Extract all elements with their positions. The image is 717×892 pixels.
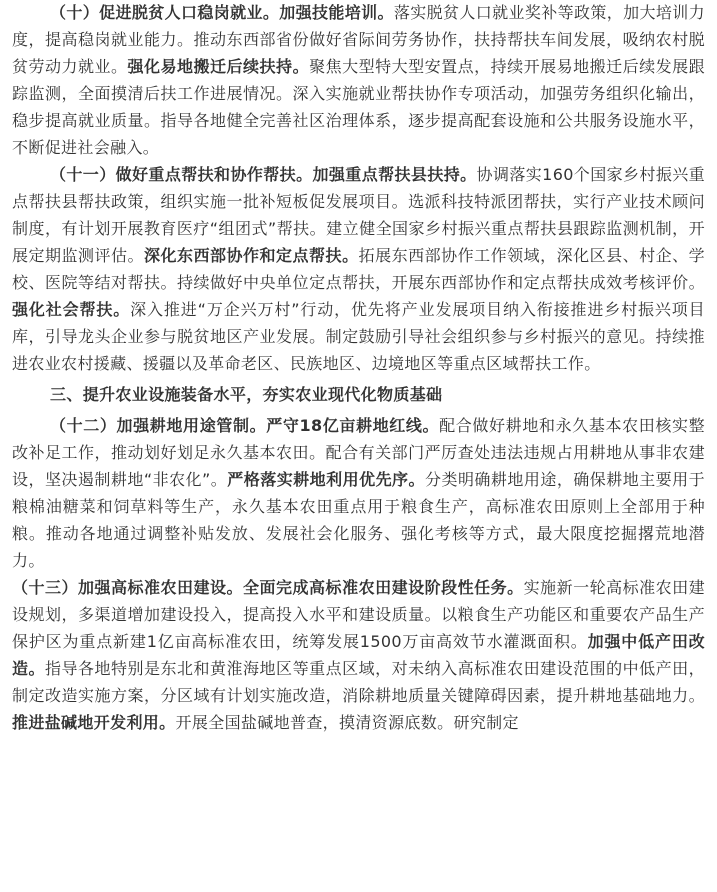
paragraph — [0, 161, 717, 377]
text-run: 深入推进“万企兴万村”行动，优先将产业发展项目纳入衔接推进乡村振兴项目库，引导龙头企业参与脱贫地区产业发展。制定鼓励引导社会组织参与乡村振兴的意见。持续推进农业农村援藏、援疆以及革命老区、民族地区、边境地区等重点区域帮扶工作。 — [12, 300, 705, 373]
text-run: 开展全国盐碱地普查，摸清资源底数。研究制定 — [175, 713, 519, 732]
text-run: 拓展东西部协作工作领域，深化区县、村企、学校、医院等结对帮扶。持续做好中央单位定点帮扶，开展东西部协作和定点帮扶成效考核评价。 — [12, 246, 705, 292]
bold-run: 强化易地搬迁后续扶持。 — [127, 57, 310, 76]
text-run: 分类明确耕地用途，确保耕地主要用于粮棉油糖菜和饲草料等生产，永久基本农田重点用于粮食生产，高标准农田原则上全部用于种粮。推动各地通过调整补贴发放、发展社会化服务、强化考核等方式，最大限度挖掘撂荒地潜力。 — [12, 470, 705, 570]
bold-run: （十）促进脱贫人口稳岗就业。加强技能培训。 — [50, 3, 394, 22]
section-heading — [0, 381, 717, 408]
text-run: 实施新一轮高标准农田建设规划，多渠道增加建设投入，提高投入水平和建设质量。以粮食生产功能区和重要农产品生产保护区为重点新建1亿亩高标准农田，统筹发展1500万亩高效节水灌溉面积。 — [12, 578, 705, 651]
bold-run: 加强中低产田改造。 — [12, 632, 706, 678]
bold-run: 推进盐碱地开发利用。 — [12, 713, 176, 732]
text-run: 指导各地特别是东北和黄淮海地区等重点区域，对未纳入高标准农田建设范围的中低产田，制定改造实施方案，分区域有计划实施改造，消除耕地质量关键障碍因素，提升耕地基础地力。 — [12, 659, 705, 705]
text-run: 协调落实160个国家乡村振兴重点帮扶县帮扶政策，组织实施一批补短板促发展项目。选派科技特派团帮扶，实行产业技术顾问制度，有计划开展教育医疗“组团式”帮扶。建立健全国家乡村振兴重点帮扶县跟踪监测机制，开展定期监测评估。 — [12, 165, 705, 265]
text-run: 聚焦大型特大型安置点，持续开展易地搬迁后续发展跟踪监测，全面摸清后扶工作进展情况。深入实施就业帮扶协作专项活动，加强劳务组织化输出，稳步提高就业质量。指导各地健全完善社区治理体系，逐步提高配套设施和公共服务设施水平，不断促进社会融入。 — [12, 57, 706, 157]
paragraph — [0, 412, 717, 574]
bold-run: 三、提升农业设施装备水平，夯实农业现代化物质基础 — [50, 385, 443, 404]
text-run: 落实脱贫人口就业奖补等政策，加大培训力度，提高稳岗就业能力。推动东西部省份做好省际间劳务协作，扶持帮扶车间发展，吸纳农村脱贫劳动力就业。 — [12, 3, 705, 76]
bold-run: 强化社会帮扶。 — [12, 300, 131, 319]
text-run: 配合做好耕地和永久基本农田核实整改补足工作，推动划好划足永久基本农田。配合有关部门严厉查处违法违规占用耕地从事非农建设，坚决遏制耕地“非农化”。 — [12, 416, 705, 489]
bold-run: 严格落实耕地利用优先序。 — [227, 470, 425, 489]
paragraph — [0, 0, 717, 161]
bold-run: 深化东西部协作和定点帮扶。 — [144, 246, 359, 265]
bold-run: （十三）加强高标准农田建设。全面完成高标准农田建设阶段性任务。 — [12, 578, 524, 597]
bold-run: （十二）加强耕地用途管制。严守18亿亩耕地红线。 — [50, 416, 440, 435]
bold-run: （十一）做好重点帮扶和协作帮扶。加强重点帮扶县扶持。 — [50, 165, 477, 184]
paragraph — [0, 574, 717, 736]
